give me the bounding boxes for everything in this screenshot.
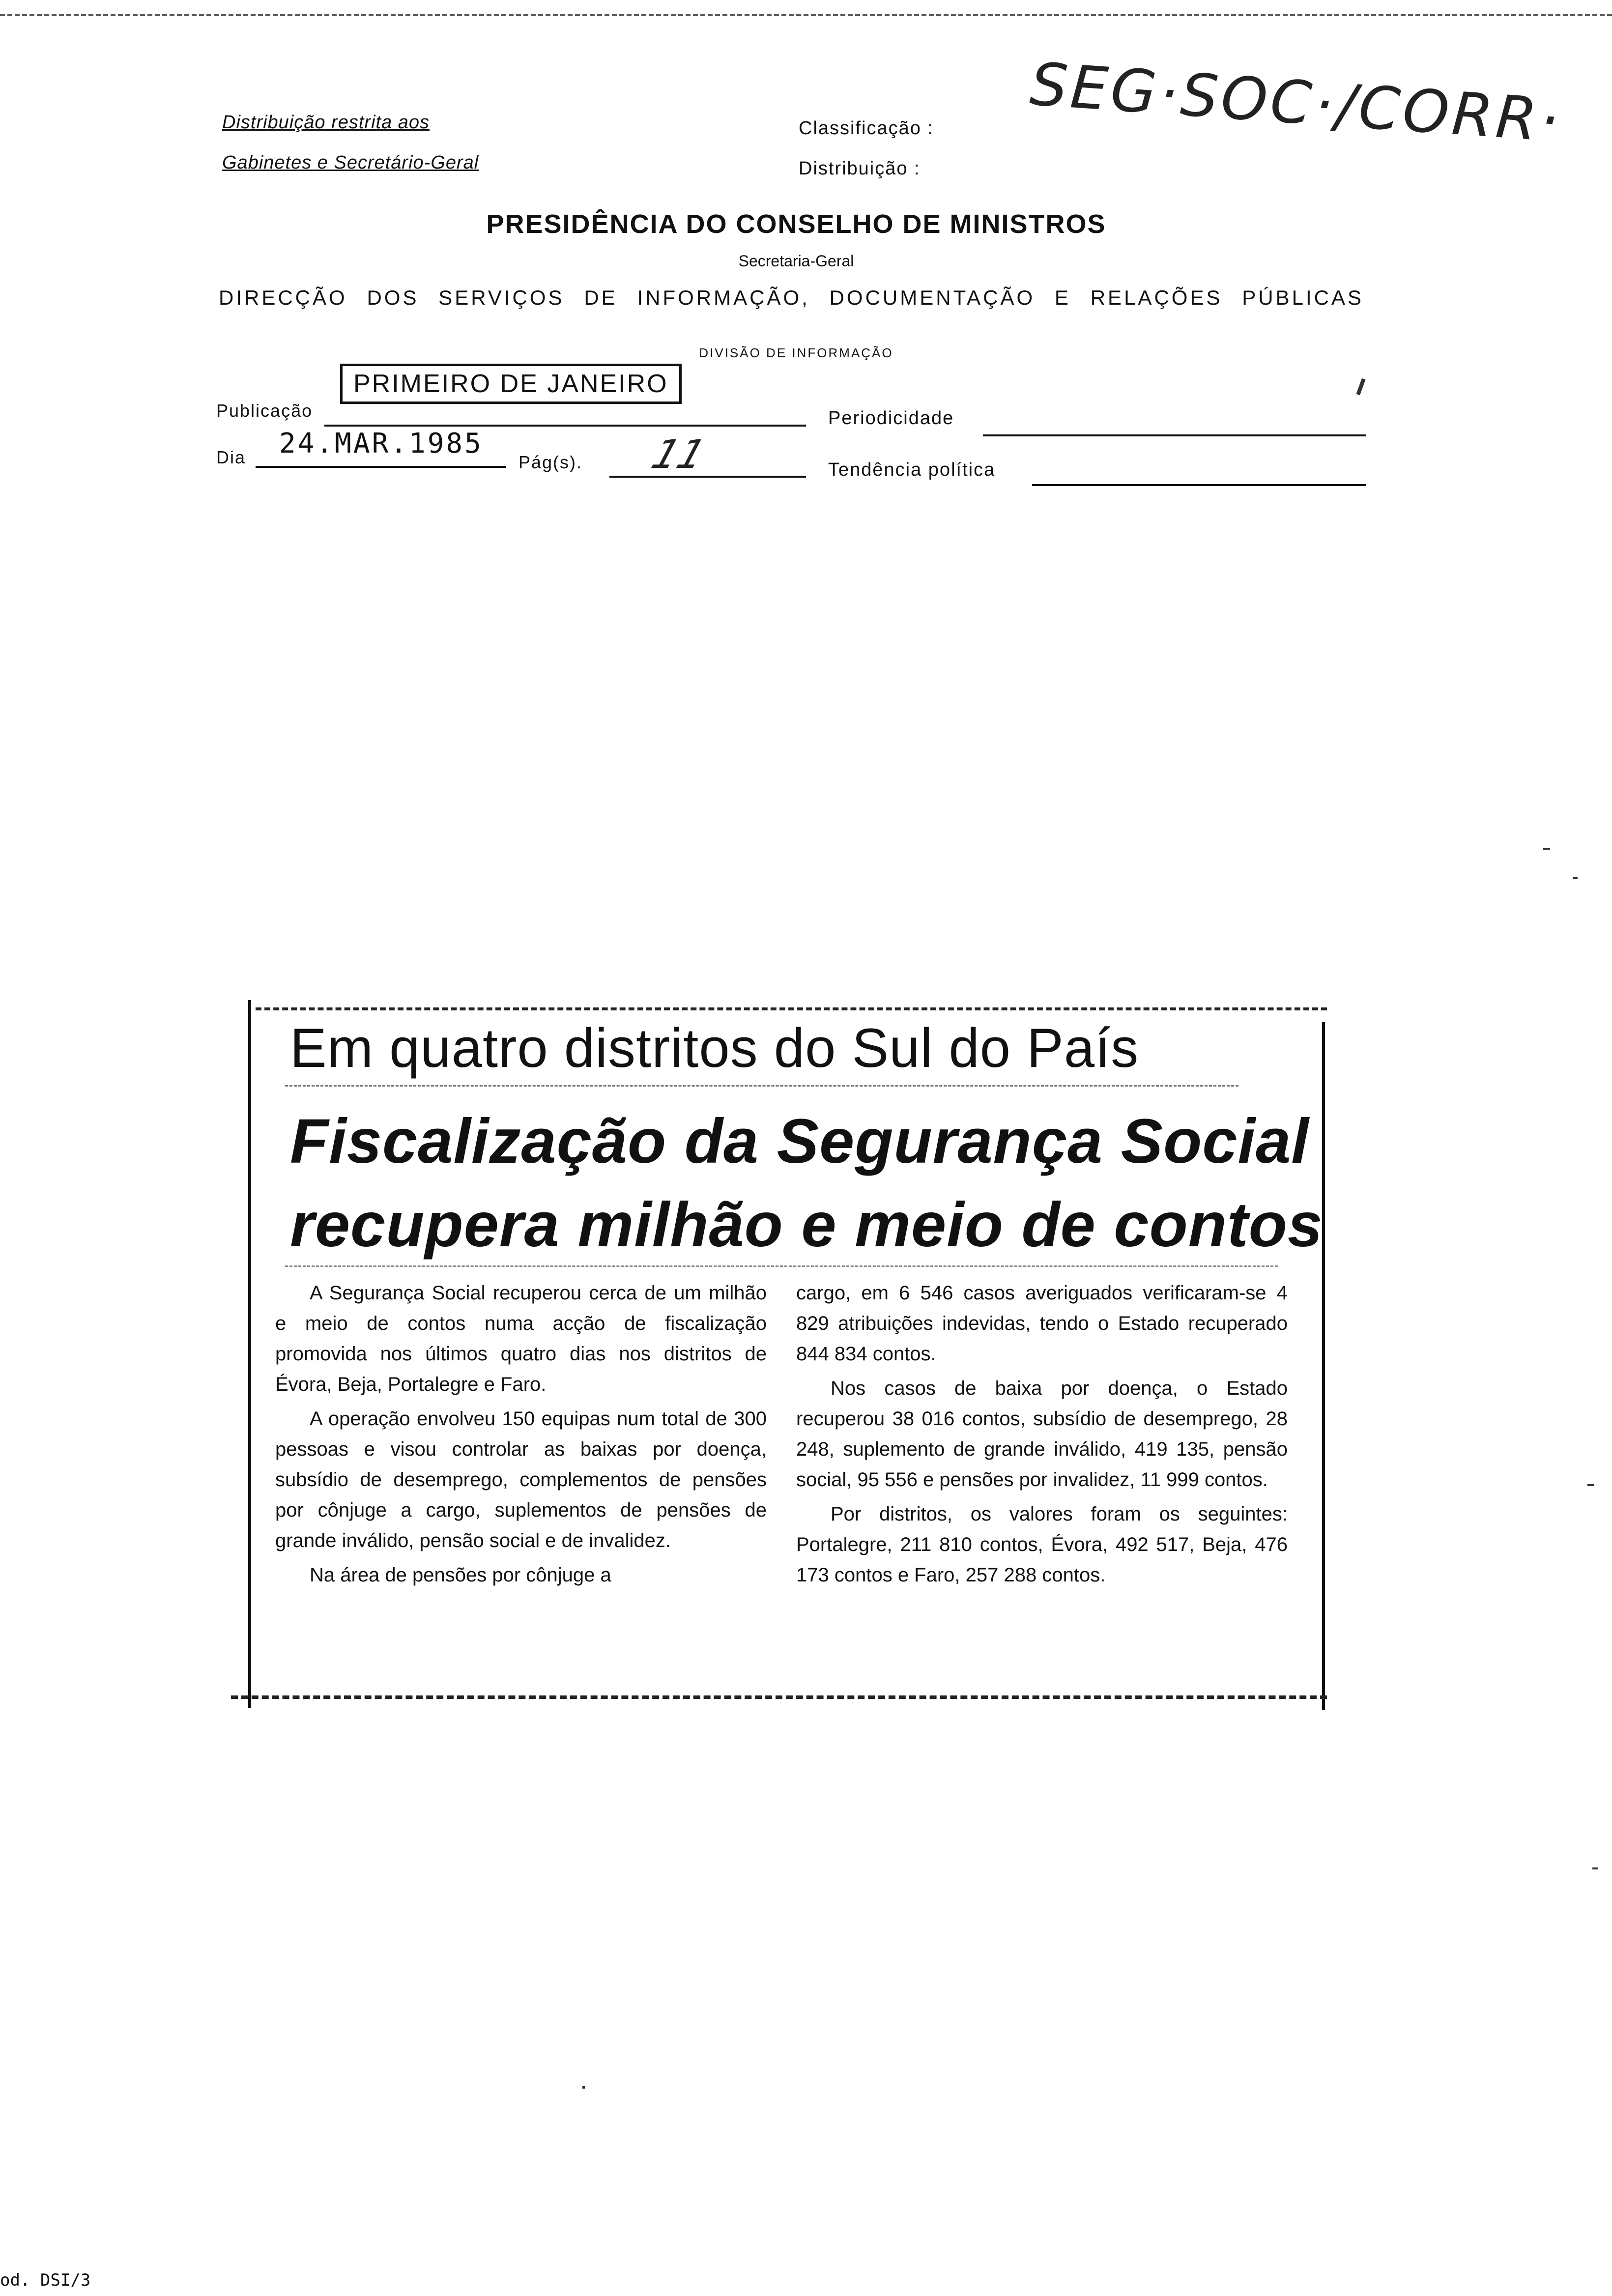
clipping-left-edge xyxy=(248,1000,251,1708)
kicker-rule xyxy=(285,1085,1238,1087)
presidency-title: PRESIDÊNCIA DO CONSELHO DE MINISTROS xyxy=(486,209,1106,239)
tendency-label: Tendência política xyxy=(828,459,996,480)
distribution-label: Distribuição : xyxy=(799,158,921,179)
article-paragraph: Por distritos, os valores foram os seguintes: Portalegre, 211 810 contos, Évora, 492 517, Beja, 476 173 contos e Faro, 257 288 contos. xyxy=(796,1503,1288,1586)
day-label: Dia xyxy=(216,447,246,467)
publication-label: Publicação xyxy=(216,401,313,421)
clipping-right-edge xyxy=(1322,1022,1325,1710)
day-underline xyxy=(256,466,506,468)
distribution-line-1: Distribuição restrita aos xyxy=(222,112,430,133)
clipping-top-edge xyxy=(256,1007,1327,1010)
clipping-bottom-edge xyxy=(231,1695,1327,1699)
directorate-title: DIRECÇÃO DOS SERVIÇOS DE INFORMAÇÃO, DOCUMENTAÇÃO E RELAÇÕES PÚBLICAS xyxy=(219,286,1364,309)
scan-speck xyxy=(1573,877,1578,879)
pages-underline xyxy=(609,476,806,478)
division-title: DIVISÃO DE INFORMAÇÃO xyxy=(699,345,893,360)
headline-rule xyxy=(285,1265,1278,1267)
classification-label: Classificação : xyxy=(799,118,934,139)
scan-speck xyxy=(1592,1867,1598,1869)
pages-label: Pág(s). xyxy=(518,452,583,472)
article-paragraph: A operação envolveu 150 equipas num total de 300 pessoas e visou controlar as baixas por doença, subsídio de desemprego, complementos de pensões por cônjuge a cargo, suplementos de pensões de grande inválido, pensão social e de invalidez. xyxy=(275,1408,767,1551)
periodicity-label: Periodicidade xyxy=(828,408,954,429)
scan-speck xyxy=(582,2086,585,2089)
day-value: 24.MAR.1985 xyxy=(279,428,483,459)
stray-mark xyxy=(1356,378,1365,396)
periodicity-underline xyxy=(983,434,1366,436)
article-column-2 xyxy=(796,1278,1288,1590)
tendency-underline xyxy=(1032,484,1366,486)
secretariat-subtitle: Secretaria-Geral xyxy=(738,252,854,270)
form-code: od. DSI/3 xyxy=(0,2270,91,2290)
publication-stamp: PRIMEIRO DE JANEIRO xyxy=(340,364,682,404)
publication-underline xyxy=(324,425,806,427)
headline-line-1: Fiscalização da Segurança Social xyxy=(290,1106,1309,1177)
scan-speck xyxy=(1587,1484,1594,1486)
article-paragraph: Nos casos de baixa por doença, o Estado recuperou 38 016 contos, subsídio de desemprego, 28 248, suplemento de grande inválido, 419 135, pensão social, 95 556 e pensões por invalidez, 11 999 contos. xyxy=(796,1378,1288,1491)
article-paragraph: Na área de pensões por cônjuge a xyxy=(310,1564,611,1586)
article-column-1 xyxy=(275,1278,767,1590)
clipping-kicker: Em quatro distritos do Sul do País xyxy=(290,1017,1139,1079)
article-paragraph: A Segurança Social recuperou cerca de um milhão e meio de contos numa acção de fiscalização promovida nos últimos quatro dias nos distritos de Évora, Beja, Portalegre e Faro. xyxy=(275,1282,767,1395)
pages-value: 11 xyxy=(646,431,711,477)
headline-line-2: recupera milhão e meio de contos xyxy=(290,1190,1323,1260)
article-paragraph: cargo, em 6 546 casos averiguados verificaram-se 4 829 atribuições indevidas, tendo o Estado recuperado 844 834 contos. xyxy=(796,1282,1288,1365)
scan-speck xyxy=(1543,848,1550,850)
scan-top-edge xyxy=(0,14,1612,16)
distribution-line-2: Gabinetes e Secretário-Geral xyxy=(222,152,479,173)
handwritten-reference: SEG·SOC·/CORR· xyxy=(1028,50,1564,156)
